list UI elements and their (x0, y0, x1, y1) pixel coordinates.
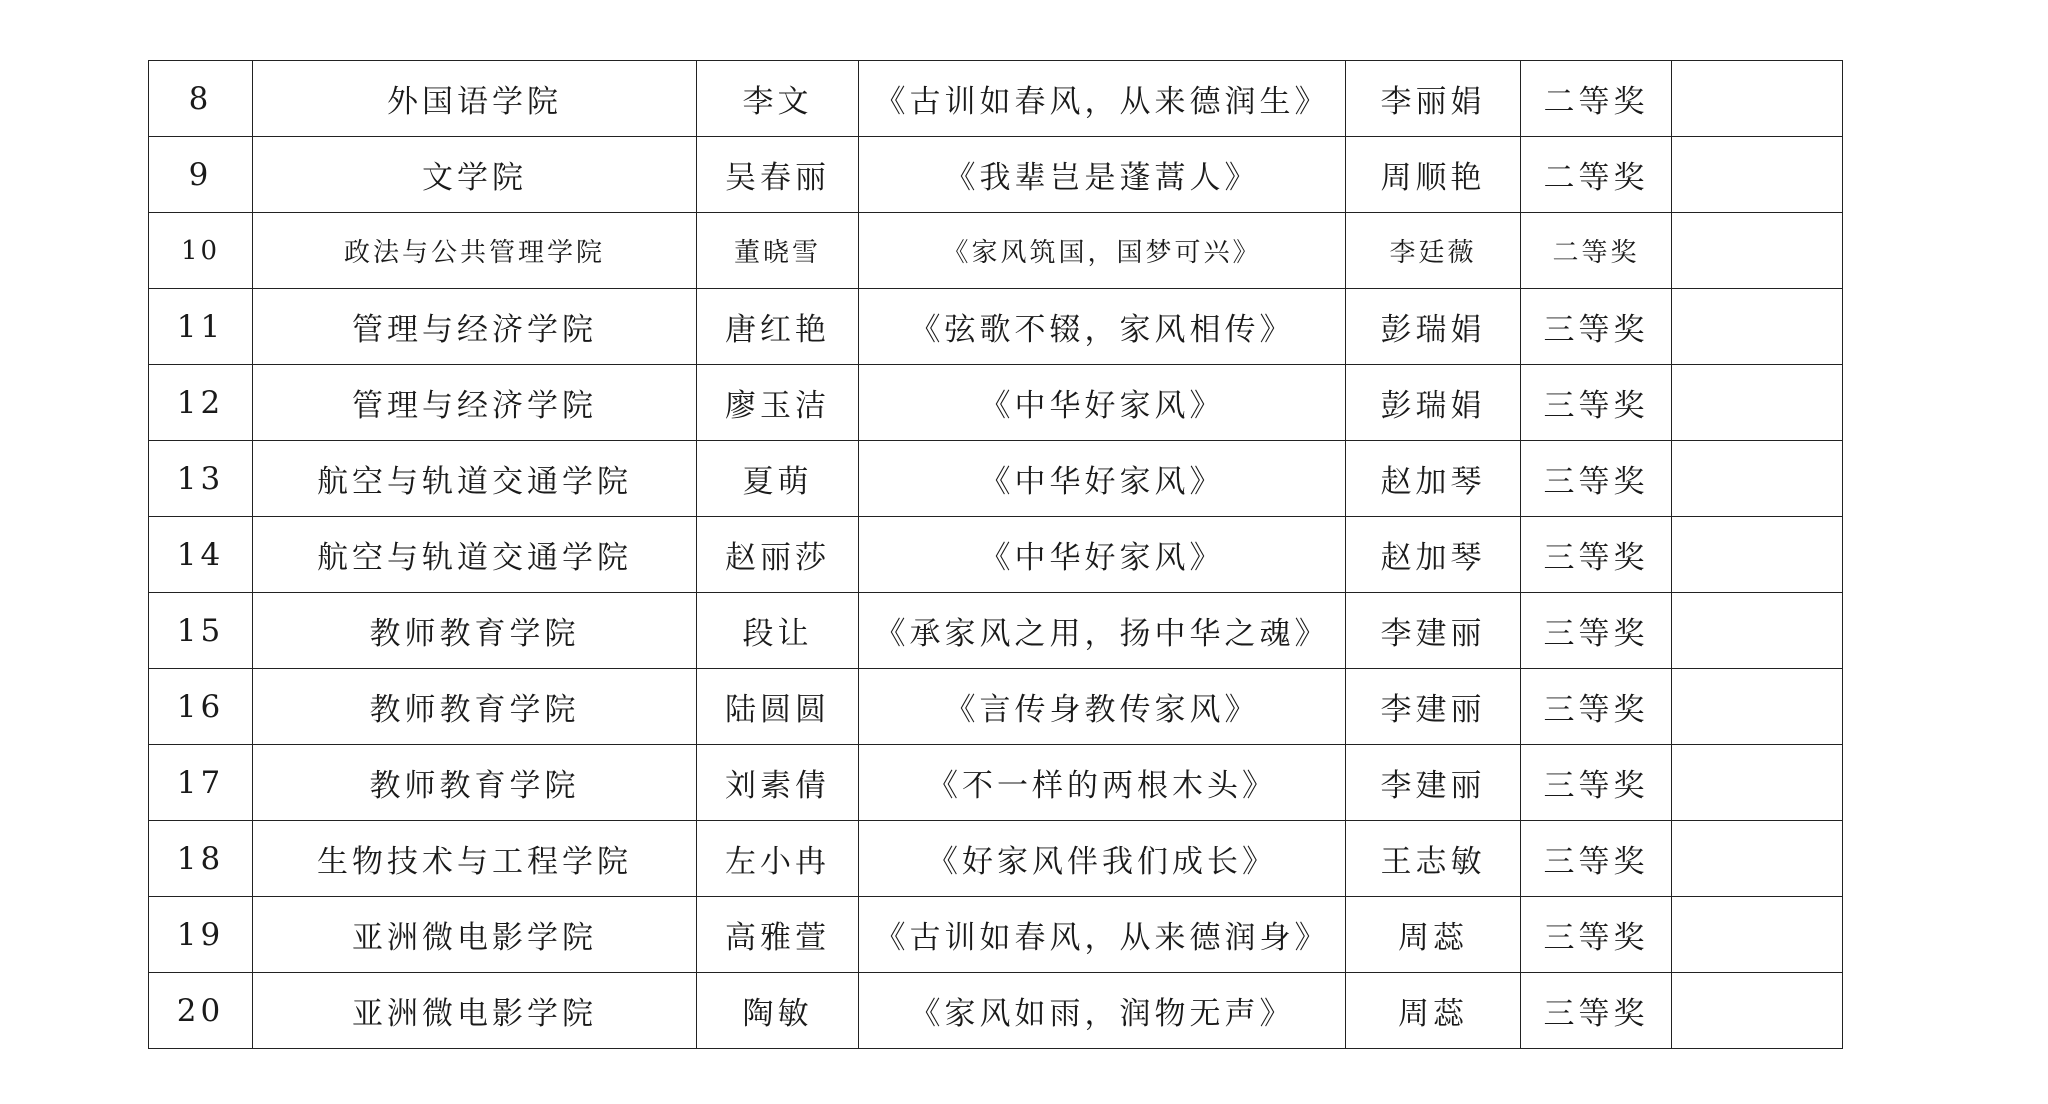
row-number: 16 (149, 669, 253, 745)
award-cell: 三等奖 (1521, 365, 1672, 441)
student-cell: 廖玉洁 (697, 365, 859, 441)
college-cell: 政法与公共管理学院 (253, 213, 697, 289)
row-number: 17 (149, 745, 253, 821)
table-row (149, 441, 1843, 517)
student-cell: 左小冉 (697, 821, 859, 897)
award-cell: 三等奖 (1521, 441, 1672, 517)
table-row (149, 745, 1843, 821)
row-number: 18 (149, 821, 253, 897)
advisor-cell: 李建丽 (1346, 593, 1521, 669)
college-cell: 航空与轨道交通学院 (253, 517, 697, 593)
college-cell: 教师教育学院 (253, 593, 697, 669)
note-cell (1672, 897, 1843, 973)
note-cell (1672, 365, 1843, 441)
advisor-cell: 李建丽 (1346, 745, 1521, 821)
note-cell (1672, 213, 1843, 289)
row-number: 15 (149, 593, 253, 669)
work-title-cell: 《弦歌不辍，家风相传》 (859, 289, 1346, 365)
advisor-cell: 赵加琴 (1346, 441, 1521, 517)
advisor-cell: 周蕊 (1346, 973, 1521, 1049)
college-cell: 生物技术与工程学院 (253, 821, 697, 897)
row-number: 13 (149, 441, 253, 517)
advisor-cell: 李廷薇 (1346, 213, 1521, 289)
award-cell: 三等奖 (1521, 669, 1672, 745)
work-title-cell: 《好家风伴我们成长》 (859, 821, 1346, 897)
work-title-cell: 《古训如春风，从来德润生》 (859, 61, 1346, 137)
table-row (149, 137, 1843, 213)
row-number: 10 (149, 213, 253, 289)
table-row (149, 973, 1843, 1049)
college-cell: 管理与经济学院 (253, 289, 697, 365)
advisor-cell: 彭瑞娟 (1346, 365, 1521, 441)
student-cell: 唐红艳 (697, 289, 859, 365)
row-number: 20 (149, 973, 253, 1049)
row-number: 11 (149, 289, 253, 365)
table-row (149, 289, 1843, 365)
student-cell: 吴春丽 (697, 137, 859, 213)
award-cell: 三等奖 (1521, 517, 1672, 593)
award-cell: 三等奖 (1521, 821, 1672, 897)
row-number: 8 (149, 61, 253, 137)
note-cell (1672, 61, 1843, 137)
row-number: 12 (149, 365, 253, 441)
student-cell: 董晓雪 (697, 213, 859, 289)
award-cell: 三等奖 (1521, 745, 1672, 821)
table-row (149, 897, 1843, 973)
row-number: 19 (149, 897, 253, 973)
advisor-cell: 王志敏 (1346, 821, 1521, 897)
table-row (149, 213, 1843, 289)
table-row (149, 821, 1843, 897)
note-cell (1672, 973, 1843, 1049)
table-row (149, 669, 1843, 745)
note-cell (1672, 441, 1843, 517)
student-cell: 夏萌 (697, 441, 859, 517)
work-title-cell: 《我辈岂是蓬蒿人》 (859, 137, 1346, 213)
student-cell: 赵丽莎 (697, 517, 859, 593)
work-title-cell: 《家风如雨，润物无声》 (859, 973, 1346, 1049)
college-cell: 亚洲微电影学院 (253, 897, 697, 973)
work-title-cell: 《言传身教传家风》 (859, 669, 1346, 745)
row-number: 14 (149, 517, 253, 593)
award-cell: 三等奖 (1521, 289, 1672, 365)
note-cell (1672, 593, 1843, 669)
work-title-cell: 《家风筑国，国梦可兴》 (859, 213, 1346, 289)
student-cell: 陆圆圆 (697, 669, 859, 745)
note-cell (1672, 669, 1843, 745)
college-cell: 教师教育学院 (253, 669, 697, 745)
table-row (149, 61, 1843, 137)
advisor-cell: 彭瑞娟 (1346, 289, 1521, 365)
note-cell (1672, 289, 1843, 365)
advisor-cell: 李建丽 (1346, 669, 1521, 745)
award-cell: 二等奖 (1521, 137, 1672, 213)
college-cell: 航空与轨道交通学院 (253, 441, 697, 517)
work-title-cell: 《承家风之用，扬中华之魂》 (859, 593, 1346, 669)
advisor-cell: 周蕊 (1346, 897, 1521, 973)
advisor-cell: 李丽娟 (1346, 61, 1521, 137)
award-cell: 三等奖 (1521, 897, 1672, 973)
table-row (149, 365, 1843, 441)
table-row (149, 517, 1843, 593)
advisor-cell: 赵加琴 (1346, 517, 1521, 593)
table-row (149, 593, 1843, 669)
row-number: 9 (149, 137, 253, 213)
advisor-cell: 周顺艳 (1346, 137, 1521, 213)
student-cell: 段让 (697, 593, 859, 669)
college-cell: 管理与经济学院 (253, 365, 697, 441)
work-title-cell: 《中华好家风》 (859, 441, 1346, 517)
award-cell: 三等奖 (1521, 593, 1672, 669)
student-cell: 李文 (697, 61, 859, 137)
college-cell: 亚洲微电影学院 (253, 973, 697, 1049)
work-title-cell: 《中华好家风》 (859, 517, 1346, 593)
note-cell (1672, 821, 1843, 897)
student-cell: 陶敏 (697, 973, 859, 1049)
note-cell (1672, 137, 1843, 213)
award-cell: 二等奖 (1521, 213, 1672, 289)
award-cell: 三等奖 (1521, 973, 1672, 1049)
college-cell: 教师教育学院 (253, 745, 697, 821)
college-cell: 文学院 (253, 137, 697, 213)
work-title-cell: 《不一样的两根木头》 (859, 745, 1346, 821)
student-cell: 高雅萱 (697, 897, 859, 973)
college-cell: 外国语学院 (253, 61, 697, 137)
work-title-cell: 《古训如春风，从来德润身》 (859, 897, 1346, 973)
award-cell: 二等奖 (1521, 61, 1672, 137)
note-cell (1672, 517, 1843, 593)
student-cell: 刘素倩 (697, 745, 859, 821)
awards-table (148, 60, 1843, 1049)
note-cell (1672, 745, 1843, 821)
work-title-cell: 《中华好家风》 (859, 365, 1346, 441)
